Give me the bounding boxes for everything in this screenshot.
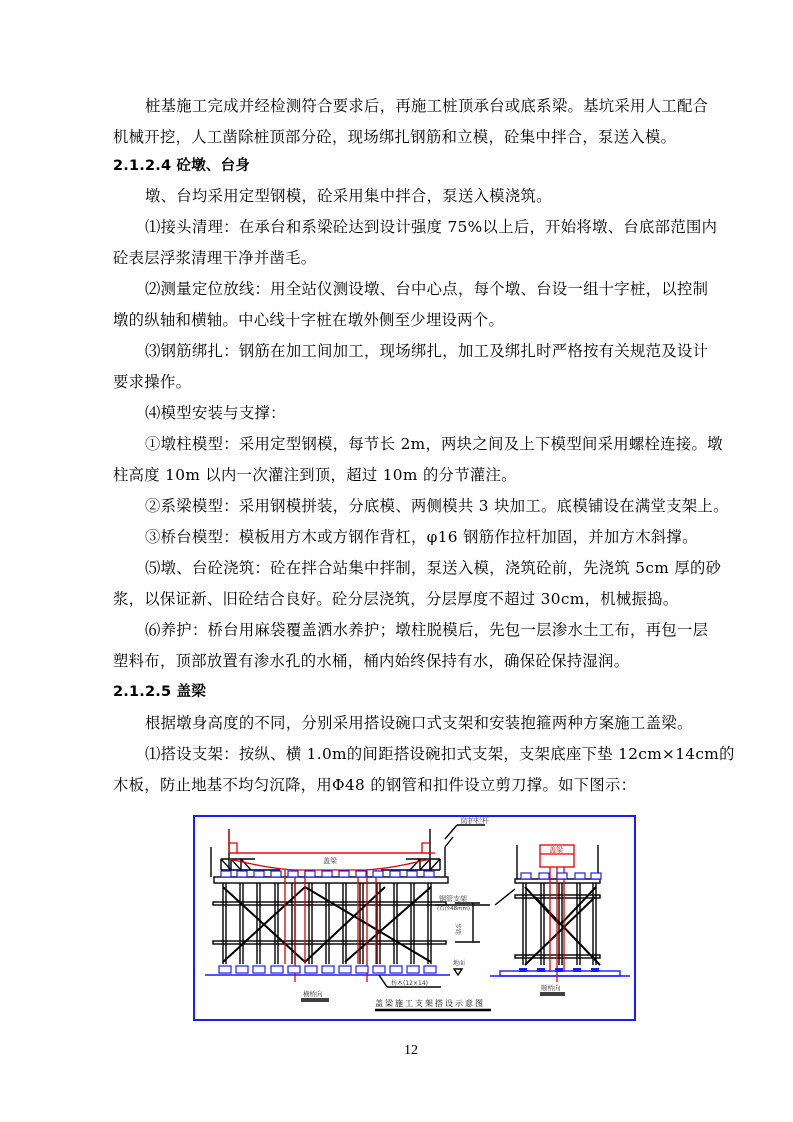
paragraph-line: ②系梁模型：采用钢模拼装，分底模、两侧模共 3 块加工。底模铺设在满堂支架上。: [145, 497, 729, 515]
label-timber: 枋木(12×14): [391, 980, 428, 987]
paragraph-line: ⑹养护：桥台用麻袋覆盖洒水养护；墩柱脱模后，先包一层渗水土工布，再包一层: [145, 621, 709, 639]
paragraph-line: 木板，防止地基不均匀沉降，用Φ48 的钢管和扣件设立剪刀撑。如下图示：: [113, 776, 637, 794]
label-transverse-view: 横桥向: [303, 990, 323, 998]
scaffold-diagram: [195, 817, 634, 1019]
label-step-distance: 步距: [454, 923, 461, 936]
paragraph-line: ⑴搭设支架：按纵、横 1.0m的间距搭设碗扣式支架，支架底座下垫 12cm×14cm的: [145, 745, 735, 763]
label-ground: 地面: [453, 960, 466, 967]
paragraph-line: 根据墩身高度的不同，分别采用搭设碗口式支架和安装抱箍两种方案施工盖梁。: [145, 714, 693, 732]
label-steel-support: 钢管支架: [439, 895, 467, 903]
paragraph-line: 塑料布，顶部放置有渗水孔的水桶，桶内始终保持有水，确保砼保持湿润。: [113, 652, 630, 670]
paragraph-line: ⑴接头清理：在承台和系梁砼达到设计强度 75%以上后，开始将墩、台底部范围内: [145, 218, 718, 236]
paragraph-line: 砼表层浮浆清理干净并凿毛。: [113, 249, 317, 267]
figure-title: 盖梁施工支架搭设示意图: [375, 999, 485, 1008]
section-heading-2-1-2-5: 2.1.2.5 盖梁: [113, 684, 206, 700]
label-longitudinal-view: 顺桥向: [541, 984, 561, 992]
paragraph-line: ⑷模型安装与支撑：: [145, 404, 286, 422]
paragraph-line: ⑸墩、台砼浇筑：砼在拌合站集中拌制，泵送入模，浇筑砼前，先浇筑 5cm 厚的砂: [145, 559, 722, 577]
label-cap-beam-right: 盖梁: [549, 846, 563, 854]
paragraph-line: 机械开挖，人工凿除桩顶部分砼，现场绑扎钢筋和立模，砼集中拌合，泵送入模。: [113, 128, 677, 146]
paragraph-line: ⑶钢筋绑扎：钢筋在加工间加工，现场绑扎，加工及绑扎时严格按有关规范及设计: [145, 342, 709, 360]
paragraph-line: ⑵测量定位放线：用全站仪测设墩、台中心点，每个墩、台设一组十字桩，以控制: [145, 280, 709, 298]
section-heading-2-1-2-4: 2.1.2.4 砼墩、台身: [113, 158, 251, 174]
paragraph-line: 浆，以保证新、旧砼结合良好。砼分层浇筑，分层厚度不超过 30cm，机械振捣。: [113, 590, 679, 608]
paragraph-line: 柱高度 10m 以内一次灌注到顶，超过 10m 的分节灌注。: [113, 466, 517, 484]
label-cap-beam-left: 盖梁: [323, 857, 337, 865]
paragraph-line: ③桥台模型：模板用方木或方钢作背杠，φ16 钢筋作拉杆加固，并加方木斜撑。: [145, 528, 698, 546]
paragraph-line: 要求操作。: [113, 373, 192, 391]
paragraph-line: 墩、台均采用定型钢模，砼采用集中拌合，泵送入模浇筑。: [145, 187, 552, 205]
label-steel-support-spec: (直径48mm): [437, 906, 471, 912]
paragraph-line: 墩的纵轴和横轴。中心线十字桩在墩外侧至少埋设两个。: [113, 311, 505, 329]
paragraph-line: ①墩柱模型：采用定型钢模，每节长 2m，两块之间及上下模型间采用螺栓连接。墩: [145, 435, 723, 453]
paragraph-line: 桩基施工完成并经检测符合要求后，再施工桩顶承台或底系梁。基坑采用人工配合: [145, 97, 709, 115]
label-guardrail: 防护栏杆: [461, 817, 489, 825]
scaffold-diagram-figure: [193, 815, 636, 1021]
page-number: 12: [404, 1043, 418, 1058]
